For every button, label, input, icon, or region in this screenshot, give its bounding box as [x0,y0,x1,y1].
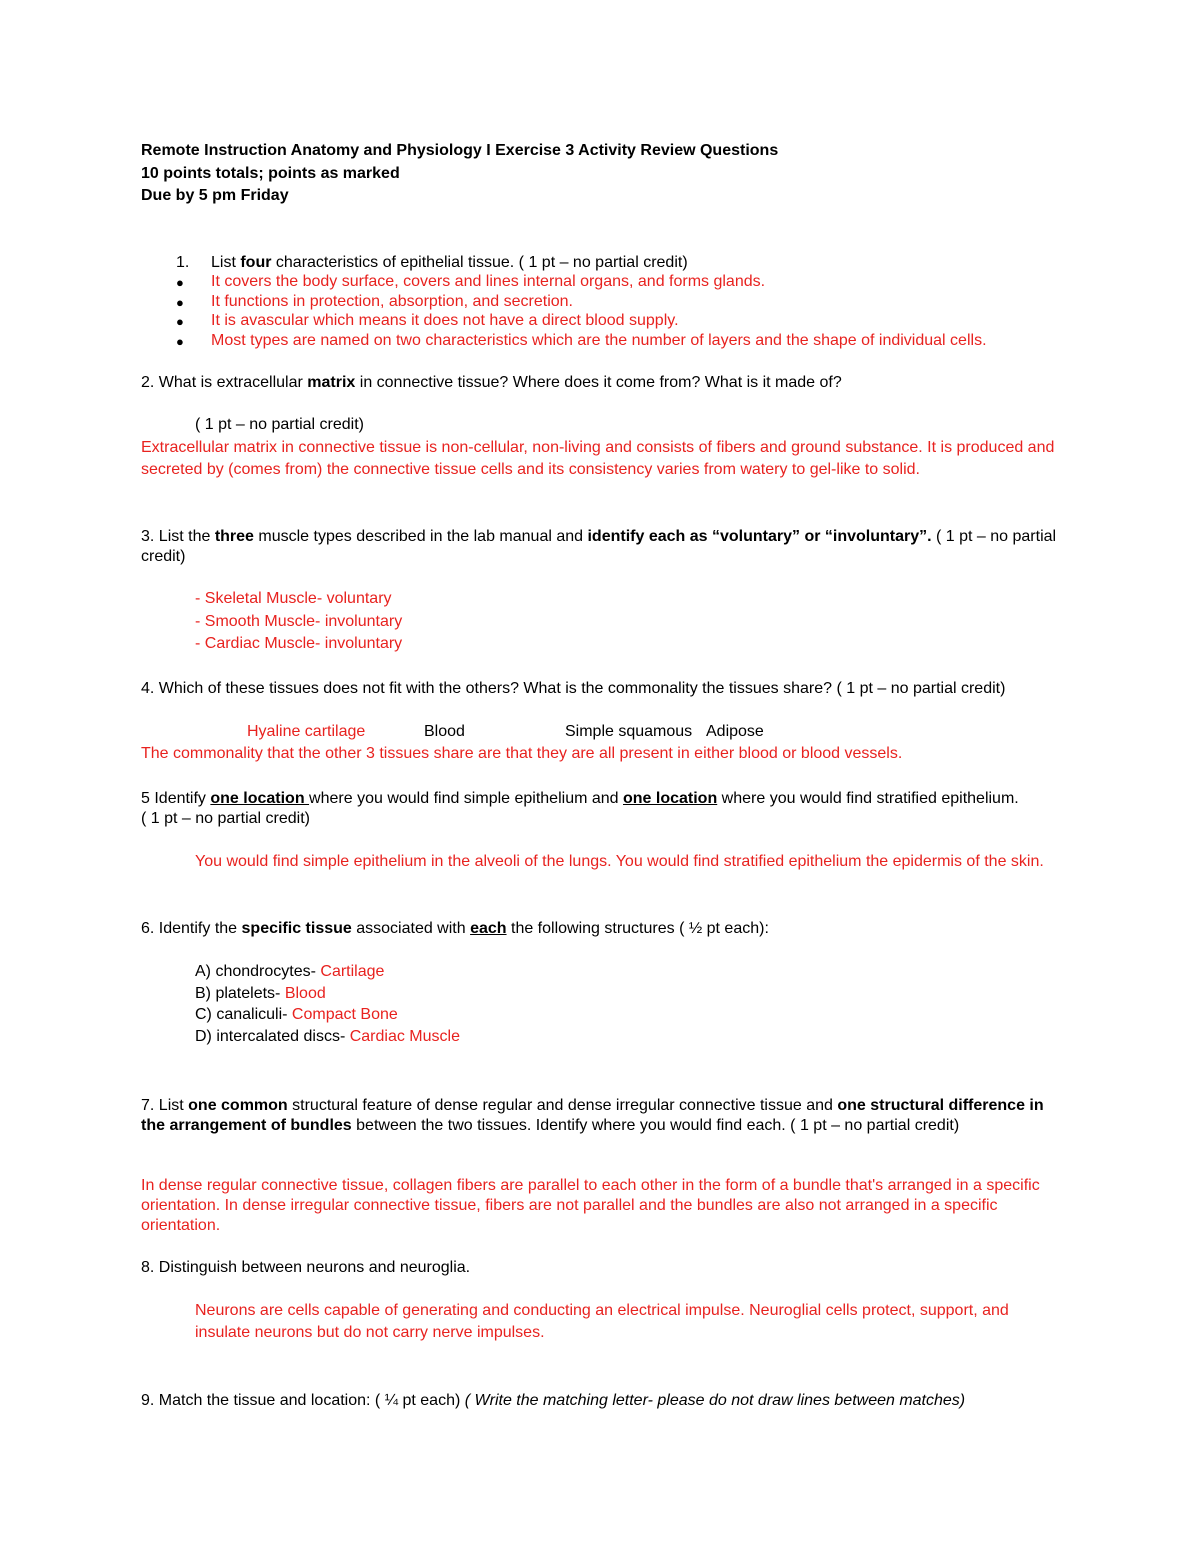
bullet-icon: ● [176,295,184,310]
q4-option-simple-squamous: Simple squamous [565,723,693,740]
q3-question: 3. List the three muscle types described in the lab manual and identify each as “voluntary” or “involuntary”. ( 1 pt – no partial credit) [141,528,1057,565]
q6-question: 6. Identify the specific tissue associated with each the following structures ( ½ pt each): [141,920,769,937]
q1-answer: It functions in protection, absorption, and secretion. [211,293,573,310]
q3-answer: - Cardiac Muscle- involuntary [195,635,403,652]
q8-question: 8. Distinguish between neurons and neuroglia. [141,1259,471,1276]
bullet-icon: ● [176,334,184,349]
q5-question: 5 Identify one location where you would find simple epithelium and one location where you would find stratified epithelium. [141,790,1019,807]
q1-answer: It covers the body surface, covers and lines internal organs, and forms glands. [211,273,766,290]
points-total: 10 points totals; points as marked [141,165,400,182]
bullet-icon: ● [176,314,184,329]
q6-item: C) canaliculi- Compact Bone [195,1006,398,1023]
q7-answer: In dense regular connective tissue, collagen fibers are parallel to each other in the form of a bundle that's arranged in a specific orientation. In dense irregular connective tissue, fibers are not parallel and the bundles are also not arranged in a specific orientation. [141,1177,1040,1234]
q4-question: 4. Which of these tissues does not fit with the others? What is the commonality the tissues share? ( 1 pt – no partial credit) [141,680,1006,697]
q3-answer: - Smooth Muscle- involuntary [195,613,403,630]
due-date: Due by 5 pm Friday [141,187,289,204]
q4-answer: The commonality that the other 3 tissues share are that they are all present in either blood or blood vessels. [141,745,903,762]
q1-answer: Most types are named on two characteristics which are the number of layers and the shape of individual cells. [211,332,987,349]
q1-number: 1. [176,254,190,271]
q5-answer: You would find simple epithelium in the alveoli of the lungs. You would find stratified epithelium the epidermis of the skin. [195,853,1044,870]
q9-question: 9. Match the tissue and location: ( ¼ pt each) ( Write the matching letter- please do not draw lines between matches) [141,1392,966,1409]
doc-title: Remote Instruction Anatomy and Physiology I Exercise 3 Activity Review Questions [141,142,779,159]
q3-answer: - Skeletal Muscle- voluntary [195,590,392,607]
q1-question: List four characteristics of epithelial tissue. ( 1 pt – no partial credit) [211,254,688,271]
q2-question: 2. What is extracellular matrix in connective tissue? Where does it come from? What is it made of? [141,374,842,391]
q5-points: ( 1 pt – no partial credit) [141,810,310,827]
q6-item: D) intercalated discs- Cardiac Muscle [195,1028,460,1045]
q1-answer: It is avascular which means it does not have a direct blood supply. [211,312,679,329]
q7-question: 7. List one common structural feature of dense regular and dense irregular connective tissue and one structural difference in the arrangement of bundles between the two tissues. Identify where you would find each. ( 1 pt – no partial credit) [141,1097,1044,1134]
q8-answer: Neurons are cells capable of generating and conducting an electrical impulse. Neuroglial cells protect, support, and insulate neurons but do not carry nerve impulses. [195,1302,1009,1341]
q4-option-adipose: Adipose [706,723,764,740]
q2-points: ( 1 pt – no partial credit) [195,416,364,433]
q2-answer: Extracellular matrix in connective tissue is non-cellular, non-living and consists of fibers and ground substance. It is produced and secreted by (comes from) the connective tissue cells and its consistency varies from watery to gel-like to solid. [141,439,1055,478]
q6-item: A) chondrocytes- Cartilage [195,963,385,980]
q6-item: B) platelets- Blood [195,985,326,1002]
q4-option-hyaline: Hyaline cartilage [247,723,366,740]
q4-option-blood: Blood [424,723,465,740]
bullet-icon: ● [176,275,184,290]
